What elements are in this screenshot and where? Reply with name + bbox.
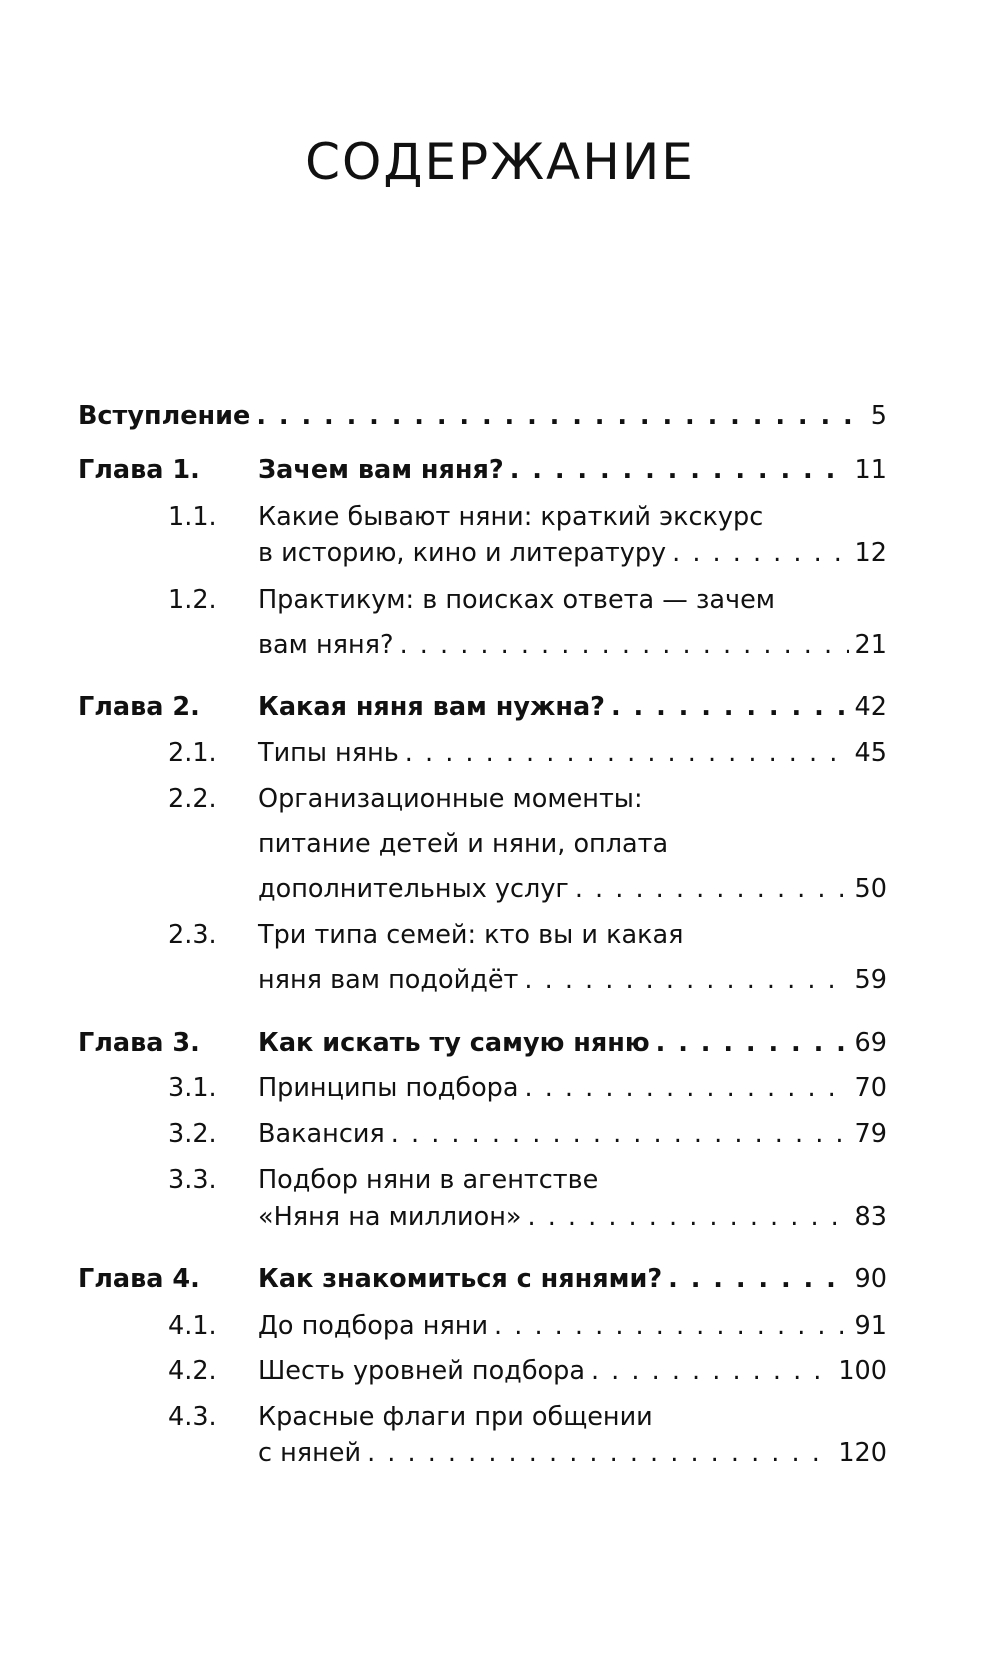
chapter-title: Зачем вам няня? — [258, 455, 504, 485]
section-number: 2.1. — [168, 738, 217, 768]
section-text-line: вам няня? — [258, 630, 394, 660]
chapter-label: Глава 4. — [78, 1264, 200, 1294]
toc-entry-section-1-1[interactable] — [258, 536, 887, 570]
leader-dots — [394, 628, 849, 662]
section-text-line: Какие бывают няни: краткий экскурс — [258, 502, 764, 532]
page-number: 59 — [854, 965, 887, 995]
section-text-line: няня вам подойдёт — [258, 965, 519, 995]
toc-entry-section-2-2[interactable] — [258, 872, 887, 906]
toc-entry-section-3-2[interactable] — [258, 1117, 887, 1151]
page-number: 12 — [854, 538, 887, 568]
leader-dots — [399, 736, 849, 770]
toc-entry-chapter-1[interactable] — [258, 453, 887, 487]
leader-dots — [250, 399, 864, 433]
page-number: 42 — [854, 692, 887, 722]
leader-dots — [518, 963, 848, 997]
section-text-line: Типы нянь — [258, 738, 399, 768]
section-number: 4.3. — [168, 1402, 217, 1432]
page-number: 79 — [854, 1119, 887, 1149]
page-number: 83 — [854, 1202, 887, 1232]
toc-entry-section-3-1[interactable] — [258, 1071, 887, 1105]
chapter-label: Глава 3. — [78, 1028, 200, 1058]
section-number: 3.1. — [168, 1073, 217, 1103]
section-text-line: в историю, кино и литературу — [258, 538, 667, 568]
page-title: СОДЕРЖАНИЕ — [305, 133, 695, 191]
leader-dots — [385, 1117, 849, 1151]
leader-dots — [488, 1309, 849, 1343]
leader-dots — [662, 1262, 848, 1296]
toc-entry-section-4-1[interactable] — [258, 1309, 887, 1343]
page-number: 11 — [854, 455, 887, 485]
chapter-title: Как знакомиться с нянями? — [258, 1264, 663, 1294]
leader-dots — [519, 1071, 849, 1105]
section-text-line: Три типа семей: кто вы и какая — [258, 920, 684, 950]
leader-dots — [666, 536, 848, 570]
page-number: 50 — [854, 874, 887, 904]
section-text-line: Организационные моменты: — [258, 784, 643, 814]
toc-entry-section-4-3[interactable] — [258, 1436, 887, 1470]
toc-entry-intro[interactable] — [78, 399, 887, 433]
page-number: 45 — [854, 738, 887, 768]
leader-dots — [361, 1436, 832, 1470]
leader-dots — [605, 690, 849, 724]
section-text-line: Принципы подбора — [258, 1073, 519, 1103]
section-text-line: «Няня на миллион» — [258, 1202, 522, 1232]
page-number: 120 — [838, 1438, 887, 1468]
section-text-line: Красные флаги при общении — [258, 1402, 653, 1432]
section-number: 4.2. — [168, 1356, 217, 1386]
section-text-line: дополнительных услуг — [258, 874, 569, 904]
leader-dots — [650, 1026, 849, 1060]
chapter-title: Какая няня вам нужна? — [258, 692, 605, 722]
leader-dots — [569, 872, 849, 906]
section-text-line: До подбора няни — [258, 1311, 489, 1341]
section-number: 2.3. — [168, 920, 217, 950]
leader-dots — [585, 1354, 832, 1388]
section-number: 1.1. — [168, 502, 217, 532]
leader-dots — [522, 1200, 849, 1234]
toc-entry-section-4-2[interactable] — [258, 1354, 887, 1388]
toc-entry-section-2-3[interactable] — [258, 963, 887, 997]
section-text-line: Практикум: в поисках ответа — зачем — [258, 585, 776, 615]
section-number: 2.2. — [168, 784, 217, 814]
chapter-label: Глава 1. — [78, 455, 200, 485]
section-text-line: питание детей и няни, оплата — [258, 829, 669, 859]
page-number: 100 — [838, 1356, 887, 1386]
page-number: 91 — [854, 1311, 887, 1341]
page-number: 70 — [854, 1073, 887, 1103]
section-text-line: Вакансия — [258, 1119, 385, 1149]
page-number: 90 — [854, 1264, 887, 1294]
section-text-line: Шесть уровней подбора — [258, 1356, 585, 1386]
section-number: 3.3. — [168, 1165, 217, 1195]
page-number: 21 — [854, 630, 887, 660]
toc-entry-section-3-3[interactable] — [258, 1200, 887, 1234]
page-number: 69 — [854, 1028, 887, 1058]
chapter-title: Как искать ту самую няню — [258, 1028, 650, 1058]
leader-dots — [504, 453, 849, 487]
section-text-line: Подбор няни в агентстве — [258, 1165, 599, 1195]
section-text-line: с няней — [258, 1438, 362, 1468]
page-number: 5 — [870, 401, 887, 431]
toc-entry-text: Вступление — [78, 401, 251, 431]
toc-entry-chapter-2[interactable] — [258, 690, 887, 724]
section-number: 4.1. — [168, 1311, 217, 1341]
section-number: 3.2. — [168, 1119, 217, 1149]
toc-entry-chapter-4[interactable] — [258, 1262, 887, 1296]
toc-entry-section-1-2[interactable] — [258, 628, 887, 662]
chapter-label: Глава 2. — [78, 692, 200, 722]
toc-entry-chapter-3[interactable] — [258, 1026, 887, 1060]
section-number: 1.2. — [168, 585, 217, 615]
toc-entry-section-2-1[interactable] — [258, 736, 887, 770]
